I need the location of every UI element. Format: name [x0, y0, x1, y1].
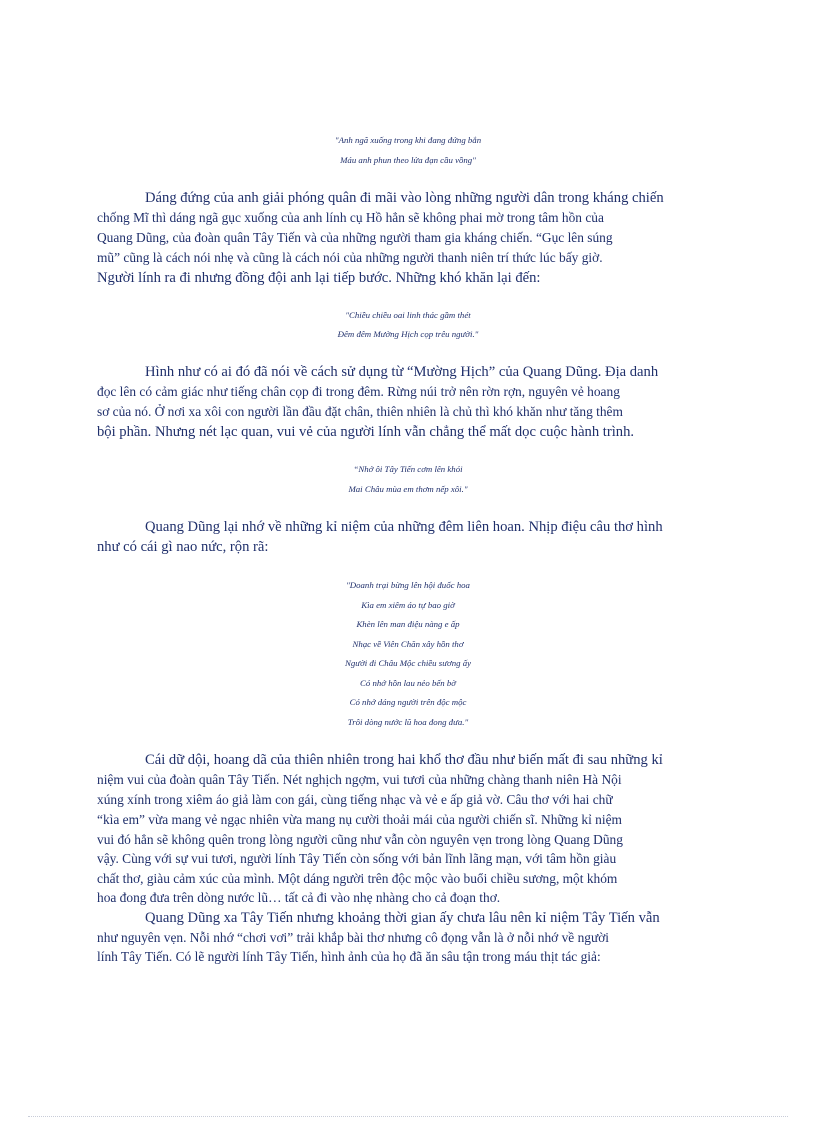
- paragraph-line: Cái dữ dội, hoang dã của thiên nhiên trong hai khổ thơ đầu như biến mất đi sau những kỉ: [145, 752, 663, 768]
- paragraph-line: bội phần. Nhưng nét lạc quan, vui vẻ của người lính vẫn chẳng thể mất dọc cuộc hành trình.: [97, 424, 635, 440]
- poem-line: Máu anh phun theo lửa đạn cầu vồng": [340, 155, 476, 165]
- poem-line: Có nhớ dáng người trên độc mộc: [349, 697, 467, 707]
- poem-line: Kìa em xiêm áo tự bao giờ: [361, 600, 455, 610]
- poem-line: "Chiều chiều oai linh thác gầm thét: [345, 310, 471, 320]
- paragraph-line: niệm vui của đoàn quân Tây Tiến. Nét nghịch ngợm, vui tươi của những chàng thanh niên Hà Nội: [97, 772, 622, 787]
- paragraph-line: Người lính ra đi nhưng đồng đội anh lại tiếp bước. Những khó khăn lại đến:: [97, 270, 541, 286]
- paragraph-line: xúng xính trong xiêm áo giả làm con gái, cùng tiếng nhạc và vẻ e ấp giả vờ. Câu thơ với hai chữ: [97, 792, 613, 807]
- paragraph-line: chất thơ, giàu cảm xúc của mình. Một dáng người trên độc mộc vào buổi chiều sương, một khóm: [97, 871, 618, 886]
- poem-line: Nhạc về Viên Chăn xây hồn thơ: [352, 639, 464, 649]
- paragraph-line: Quang Dũng lại nhớ về những kỉ niệm của những đêm liên hoan. Nhịp điệu câu thơ hình: [145, 519, 663, 535]
- paragraph-line: Quang Dũng, của đoàn quân Tây Tiến và của những người tham gia kháng chiến. “Gục lên súng: [97, 230, 613, 245]
- paragraph-line: lính Tây Tiến. Có lẽ người lính Tây Tiến, hình ảnh của họ đã ăn sâu tận trong máu thịt tác giả:: [97, 949, 601, 964]
- paragraph-line: Hình như có ai đó đã nói về cách sử dụng từ “Mường Hịch” của Quang Dũng. Địa danh: [145, 364, 659, 380]
- poem-line: Có nhớ hồn lau nẻo bến bờ: [360, 678, 456, 688]
- poem-line: Trôi dòng nước lũ hoa đong đưa.": [347, 717, 469, 727]
- poem-line: "Doanh trại bừng lên hội đuốc hoa: [346, 580, 470, 590]
- paragraph-line: sơ của nó. Ở nơi xa xôi con người lần đầu đặt chân, thiên nhiên là chủ thì khó khăn như tăng thêm: [97, 404, 623, 419]
- paragraph-line: chống Mĩ thì dáng ngã gục xuống của anh lính cụ Hồ hẳn sẽ không phai mờ trong tâm hồn của: [97, 210, 604, 225]
- paragraph-line: vậy. Cùng với sự vui tươi, người lính Tây Tiến còn sống với bản lĩnh lãng mạn, với tâm hồn giàu: [97, 851, 617, 866]
- paragraph-line: mũ” cũng là cách nói nhẹ và cũng là cách nói của những người thanh niên trí thức lúc bấy giờ.: [97, 250, 603, 265]
- paragraph-line: đọc lên có cảm giác như tiếng chân cọp đi trong đêm. Rừng núi trở nên rờn rợn, nguyên vẻ hoang: [97, 384, 620, 399]
- poem-line: Khèn lên man điệu nàng e ấp: [356, 619, 460, 629]
- paragraph-line: như nguyên vẹn. Nỗi nhớ “chơi vơi” trải khắp bài thơ nhưng cô đọng vẫn là ở nỗi nhớ về người: [97, 930, 610, 945]
- paragraph-line: vui đó hẳn sẽ không quên trong lòng người cũng như vẫn còn nguyên vẹn trong lòng Quang Dũng: [97, 832, 623, 847]
- poem-line: Người đi Châu Mộc chiều sương ấy: [345, 658, 471, 668]
- paragraph-line: Dáng đứng của anh giải phóng quân đi mãi vào lòng những người dân trong kháng chiến: [145, 190, 664, 206]
- poem-line: Mai Châu mùa em thơm nếp xôi.": [348, 484, 468, 494]
- paragraph-line: hoa đong đưa trên dòng nước lũ… tất cả đi vào nhẹ nhàng cho cả đoạn thơ.: [97, 890, 501, 905]
- paragraph-line: “kìa em” vừa mang vẻ ngạc nhiên vừa mang nụ cười thoải mái của người chiến sĩ. Những kỉ niệm: [97, 812, 622, 827]
- poem-line: Đêm đêm Mường Hịch cọp trêu người.": [337, 329, 479, 339]
- poem-line: "Anh ngã xuống trong khi đang đứng bắn: [334, 135, 482, 145]
- page-bottom-divider: [28, 1116, 788, 1117]
- poem-line: “Nhớ ôi Tây Tiến cơm lên khói: [353, 464, 463, 474]
- paragraph-line: Quang Dũng xa Tây Tiến nhưng khoảng thời gian ấy chưa lâu nên kỉ niệm Tây Tiến vẫn: [145, 910, 660, 926]
- paragraph-line: như có cái gì nao nức, rộn rã:: [97, 539, 269, 555]
